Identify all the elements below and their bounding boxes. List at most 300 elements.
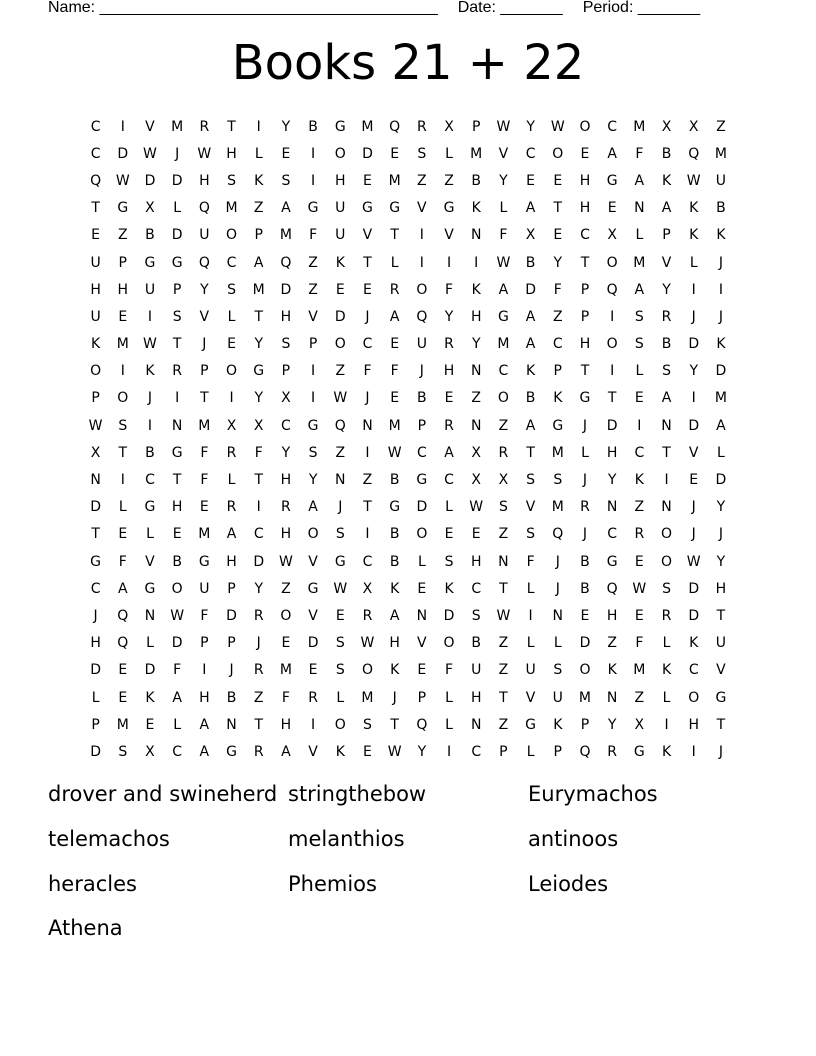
grid-letter: W [278, 553, 293, 570]
grid-letter: X [90, 444, 101, 461]
grid-letter: R [253, 743, 264, 760]
grid-letter: Y [281, 444, 291, 461]
grid-letter: W [686, 172, 701, 189]
grid-letter: C [688, 662, 699, 679]
grid-letter: H [199, 172, 210, 189]
word-list-item: stringthebow [288, 782, 427, 806]
grid-letter: W [115, 172, 130, 189]
grid-letter: O [606, 254, 618, 271]
grid-letter: H [90, 281, 101, 298]
grid-letter: Q [198, 254, 210, 271]
grid-letter: E [199, 499, 209, 516]
grid-letter: Q [606, 580, 618, 597]
grid-letter: T [607, 390, 617, 407]
grid-letter: P [499, 743, 508, 760]
grid-letter: L [254, 145, 263, 162]
grid-letter: D [443, 607, 455, 624]
grid-letter: K [335, 254, 345, 271]
grid-letter: Q [416, 716, 428, 733]
grid-letter: U [199, 227, 210, 244]
grid-letter: D [362, 145, 373, 162]
grid-letter: N [498, 553, 509, 570]
grid-letter: V [417, 200, 427, 217]
grid-letter: O [661, 526, 673, 543]
grid-letter: A [199, 743, 210, 760]
grid-letter: F [200, 607, 209, 624]
grid-letter: S [118, 743, 128, 760]
grid-letter: J [202, 336, 207, 353]
grid-letter: G [633, 743, 645, 760]
grid-letter: L [445, 716, 453, 733]
grid-letter: E [363, 172, 372, 189]
grid-letter: Z [552, 308, 563, 325]
grid-letter: Y [716, 553, 726, 570]
grid-letter: J [147, 390, 153, 407]
grid-letter: A [661, 390, 672, 407]
grid-letter: H [280, 716, 292, 733]
grid-letter: A [281, 743, 291, 760]
grid-letter: E [471, 526, 481, 543]
grid-letter: E [308, 662, 318, 679]
grid-letter: L [717, 444, 725, 461]
grid-letter: H [579, 200, 591, 217]
grid-letter: L [445, 689, 453, 706]
grid-letter: U [552, 689, 563, 706]
grid-letter: V [145, 553, 155, 570]
grid-letter: L [146, 635, 154, 652]
grid-letter: I [528, 607, 533, 624]
grid-letter: N [362, 417, 373, 434]
grid-letter: I [256, 499, 261, 516]
grid-letter: J [718, 254, 723, 271]
grid-letter: Z [634, 499, 645, 516]
grid-letter: E [634, 390, 644, 407]
grid-letter: Z [716, 118, 726, 135]
grid-letter: Y [308, 472, 318, 489]
grid-letter: P [580, 716, 590, 733]
grid-letter: X [607, 227, 617, 244]
grid-letter: A [525, 417, 536, 434]
word-list-item: Eurymachos [528, 782, 658, 806]
grid-letter: S [634, 308, 644, 325]
grid-letter: U [90, 308, 101, 325]
grid-letter: M [361, 118, 374, 135]
grid-letter: G [579, 390, 591, 407]
grid-letter: E [526, 172, 536, 189]
grid-letter: M [252, 281, 265, 298]
grid-letter: G [606, 172, 618, 189]
grid-letter: L [499, 200, 508, 217]
grid-letter: M [388, 172, 401, 189]
grid-letter: Q [416, 308, 428, 325]
grid-letter: Z [498, 635, 509, 652]
grid-letter: L [173, 200, 182, 217]
grid-letter: D [90, 499, 101, 516]
grid-letter: K [444, 580, 454, 597]
grid-letter: F [445, 662, 454, 679]
grid-letter: K [254, 172, 264, 189]
grid-letter: A [716, 417, 726, 434]
grid-letter: X [145, 743, 155, 760]
grid-letter: Y [417, 743, 427, 760]
grid-letter: I [691, 281, 696, 298]
grid-letter: U [715, 172, 727, 189]
grid-letter: G [171, 254, 183, 271]
grid-letter: G [253, 363, 265, 380]
grid-letter: I [147, 417, 153, 434]
grid-letter: M [171, 118, 184, 135]
grid-letter: T [254, 716, 263, 733]
grid-letter: S [281, 336, 291, 353]
grid-letter: H [688, 716, 699, 733]
grid-letter: A [253, 254, 264, 271]
grid-letter: E [444, 526, 454, 543]
grid-letter: K [471, 281, 481, 298]
grid-letter: G [171, 444, 183, 461]
grid-letter: N [606, 499, 618, 516]
grid-letter: R [444, 417, 454, 434]
grid-letter: E [580, 607, 590, 624]
grid-letter: P [91, 716, 100, 733]
grid-letter: B [389, 553, 400, 570]
grid-letter: B [580, 580, 590, 597]
grid-letter: Q [198, 200, 210, 217]
grid-letter: W [469, 499, 484, 516]
grid-letter: D [606, 417, 618, 434]
grid-letter: Q [334, 417, 346, 434]
grid-letter: M [198, 417, 211, 434]
grid-letter: E [553, 172, 563, 189]
grid-letter: G [389, 200, 401, 217]
grid-letter: I [256, 118, 261, 135]
grid-letter: H [199, 689, 210, 706]
grid-letter: K [689, 635, 699, 652]
grid-letter: F [363, 363, 372, 380]
grid-letter: M [279, 227, 292, 244]
grid-letter: I [610, 308, 615, 325]
grid-letter: P [254, 227, 263, 244]
grid-letter: V [308, 743, 318, 760]
grid-letter: Z [634, 689, 645, 706]
grid-letter: V [145, 118, 155, 135]
grid-letter: D [253, 553, 265, 570]
grid-letter: B [661, 336, 672, 353]
grid-letter: R [661, 308, 672, 325]
grid-letter: T [200, 390, 209, 407]
grid-letter: L [91, 689, 100, 706]
grid-letter: J [365, 308, 370, 325]
grid-letter: G [606, 553, 618, 570]
grid-letter: P [172, 281, 182, 298]
grid-letter: Z [281, 580, 291, 597]
grid-letter: P [580, 281, 590, 298]
grid-letter: R [308, 689, 318, 706]
grid-letter: G [307, 417, 319, 434]
grid-letter: F [200, 472, 209, 489]
grid-letter: L [689, 254, 698, 271]
grid-letter: W [686, 553, 701, 570]
grid-letter: K [526, 363, 536, 380]
grid-letter: U [144, 281, 156, 298]
grid-letter: H [280, 472, 292, 489]
grid-letter: I [311, 145, 316, 162]
grid-letter: A [525, 308, 536, 325]
grid-letter: F [173, 662, 182, 679]
grid-letter: G [362, 200, 373, 217]
grid-letter: W [360, 635, 375, 652]
grid-letter: O [334, 716, 346, 733]
grid-letter: X [444, 118, 454, 135]
grid-letter: C [525, 145, 536, 162]
grid-letter: Z [253, 689, 264, 706]
grid-letter: L [227, 308, 236, 325]
grid-letter: K [661, 662, 672, 679]
grid-letter: J [718, 526, 723, 543]
grid-letter: I [419, 254, 424, 271]
grid-letter: N [606, 689, 618, 706]
grid-letter: J [582, 526, 588, 543]
grid-letter: G [552, 417, 564, 434]
grid-letter: X [634, 716, 645, 733]
grid-letter: S [498, 499, 508, 516]
grid-letter: T [553, 200, 563, 217]
grid-letter: T [716, 607, 726, 624]
grid-letter: K [471, 200, 481, 217]
grid-letter: R [253, 662, 264, 679]
grid-letter: W [143, 145, 157, 162]
grid-letter: E [444, 390, 454, 407]
grid-letter: J [582, 472, 588, 489]
grid-letter: A [525, 200, 536, 217]
grid-letter: A [281, 200, 291, 217]
grid-letter: E [689, 472, 699, 489]
grid-letter: S [553, 662, 563, 679]
grid-letter: X [362, 580, 373, 597]
grid-letter: K [689, 227, 699, 244]
grid-letter: I [175, 390, 180, 407]
grid-letter: C [90, 145, 101, 162]
grid-letter: M [633, 118, 646, 135]
grid-letter: C [416, 444, 427, 461]
grid-letter: Q [606, 281, 618, 298]
grid-letter: X [226, 417, 237, 434]
grid-letter: L [227, 472, 236, 489]
grid-letter: O [226, 363, 238, 380]
page-title: Books 21 + 22 [231, 35, 585, 91]
grid-letter: N [470, 716, 482, 733]
grid-letter: O [334, 145, 346, 162]
grid-letter: G [334, 553, 346, 570]
grid-letter: N [661, 417, 672, 434]
grid-letter: Q [117, 607, 129, 624]
word-list [48, 778, 768, 957]
period-field-label: Period: _______ [582, 0, 701, 16]
grid-letter: S [335, 662, 345, 679]
grid-letter: Y [553, 254, 563, 271]
grid-letter: R [498, 444, 509, 461]
grid-letter: E [634, 553, 644, 570]
grid-letter: M [551, 444, 564, 461]
grid-letter: S [335, 635, 345, 652]
grid-letter: I [202, 662, 207, 679]
grid-letter: D [171, 635, 183, 652]
grid-letter: O [334, 336, 346, 353]
grid-letter: N [470, 227, 482, 244]
grid-letter: K [335, 743, 345, 760]
grid-letter: T [526, 444, 535, 461]
word-list-item: melanthios [288, 826, 405, 851]
grid-letter: J [175, 145, 180, 162]
grid-letter: N [552, 607, 564, 624]
grid-letter: Y [444, 308, 454, 325]
grid-letter: E [281, 145, 291, 162]
grid-letter: I [610, 363, 615, 380]
grid-letter: E [417, 662, 427, 679]
grid-letter: J [691, 526, 696, 543]
grid-letter: H [280, 526, 292, 543]
grid-letter: I [691, 390, 696, 407]
grid-letter: X [281, 390, 291, 407]
grid-letter: O [280, 607, 292, 624]
grid-letter: D [688, 417, 700, 434]
grid-letter: A [199, 716, 210, 733]
grid-letter: K [634, 472, 644, 489]
grid-letter: U [199, 580, 210, 597]
grid-letter: D [715, 472, 727, 489]
grid-letter: F [635, 145, 644, 162]
grid-letter: K [553, 390, 563, 407]
grid-letter: L [526, 743, 535, 760]
grid-letter: C [580, 227, 590, 244]
grid-letter: S [444, 553, 454, 570]
grid-letter: S [634, 336, 644, 353]
word-list-item: telemachos [48, 826, 170, 851]
grid-letter: J [691, 499, 696, 516]
grid-letter: D [90, 662, 101, 679]
grid-letter: B [580, 553, 590, 570]
grid-letter: Y [254, 336, 263, 353]
grid-letter: D [226, 607, 237, 624]
grid-letter: G [144, 254, 156, 271]
grid-letter: Y [716, 499, 726, 516]
grid-letter: Z [308, 281, 318, 298]
grid-letter: W [88, 417, 103, 434]
grid-letter: A [226, 526, 237, 543]
grid-letter: T [172, 472, 182, 489]
grid-letter: Z [362, 472, 373, 489]
grid-letter: G [443, 200, 455, 217]
grid-letter: P [471, 118, 481, 135]
grid-letter: I [147, 308, 153, 325]
grid-letter: L [662, 689, 671, 706]
grid-letter: H [389, 635, 400, 652]
grid-letter: B [525, 390, 536, 407]
grid-letter: Z [417, 172, 427, 189]
grid-letter: K [607, 662, 617, 679]
grid-letter: N [90, 472, 101, 489]
grid-letter: R [226, 444, 237, 461]
grid-letter: F [200, 444, 209, 461]
grid-letter: V [498, 145, 509, 162]
grid-letter: G [117, 200, 129, 217]
grid-letter: Z [498, 526, 509, 543]
grid-letter: K [689, 200, 699, 217]
grid-letter: S [227, 281, 236, 298]
grid-letter: H [470, 308, 482, 325]
grid-letter: T [254, 472, 263, 489]
grid-letter: R [226, 499, 237, 516]
grid-letter: O [443, 635, 455, 652]
grid-letter: B [525, 254, 536, 271]
grid-letter: N [335, 472, 346, 489]
grid-letter: Z [471, 390, 482, 407]
grid-letter: P [200, 635, 209, 652]
grid-letter: V [525, 689, 536, 706]
grid-letter: T [662, 444, 671, 461]
grid-letter: R [172, 363, 183, 380]
grid-letter: J [582, 417, 588, 434]
grid-letter: T [580, 254, 590, 271]
grid-letter: T [390, 716, 399, 733]
header-fields [48, 0, 700, 19]
grid-letter: K [91, 336, 101, 353]
grid-letter: P [227, 635, 236, 652]
grid-letter: O [552, 145, 564, 162]
grid-letter: B [471, 172, 482, 189]
grid-letter: D [688, 580, 700, 597]
grid-letter: E [580, 145, 590, 162]
grid-letter: J [392, 689, 397, 706]
grid-letter: X [661, 118, 672, 135]
grid-letter: D [688, 336, 700, 353]
grid-letter: R [253, 607, 264, 624]
grid-letter: W [550, 118, 565, 135]
grid-letter: E [607, 200, 617, 217]
grid-letter: F [254, 444, 263, 461]
grid-letter: M [714, 390, 727, 407]
grid-letter: S [662, 363, 671, 380]
grid-letter: Y [200, 281, 209, 298]
grid-letter: H [470, 553, 482, 570]
grid-letter: R [389, 281, 400, 298]
grid-letter: N [661, 499, 672, 516]
grid-letter: T [227, 118, 236, 135]
grid-letter: D [525, 281, 536, 298]
grid-letter: E [390, 390, 400, 407]
grid-letter: G [715, 689, 727, 706]
grid-letter: O [90, 363, 102, 380]
grid-letter: H [579, 336, 591, 353]
grid-letter: K [661, 172, 672, 189]
grid-letter: J [365, 390, 370, 407]
grid-letter: Q [90, 172, 102, 189]
grid-letter: E [390, 336, 400, 353]
date-field-label: Date: _______ [457, 0, 563, 16]
grid-letter: Z [117, 227, 128, 244]
grid-letter: D [579, 635, 591, 652]
grid-letter: F [118, 553, 127, 570]
grid-letter: I [718, 281, 723, 298]
grid-letter: H [606, 444, 618, 461]
grid-letter: A [172, 689, 182, 706]
grid-letter: Z [498, 417, 509, 434]
grid-letter: R [661, 607, 672, 624]
word-list-item: Phemios [288, 871, 377, 896]
grid-letter: M [633, 254, 646, 271]
grid-letter: A [661, 200, 672, 217]
grid-letter: I [446, 254, 452, 271]
grid-letter: H [470, 689, 482, 706]
